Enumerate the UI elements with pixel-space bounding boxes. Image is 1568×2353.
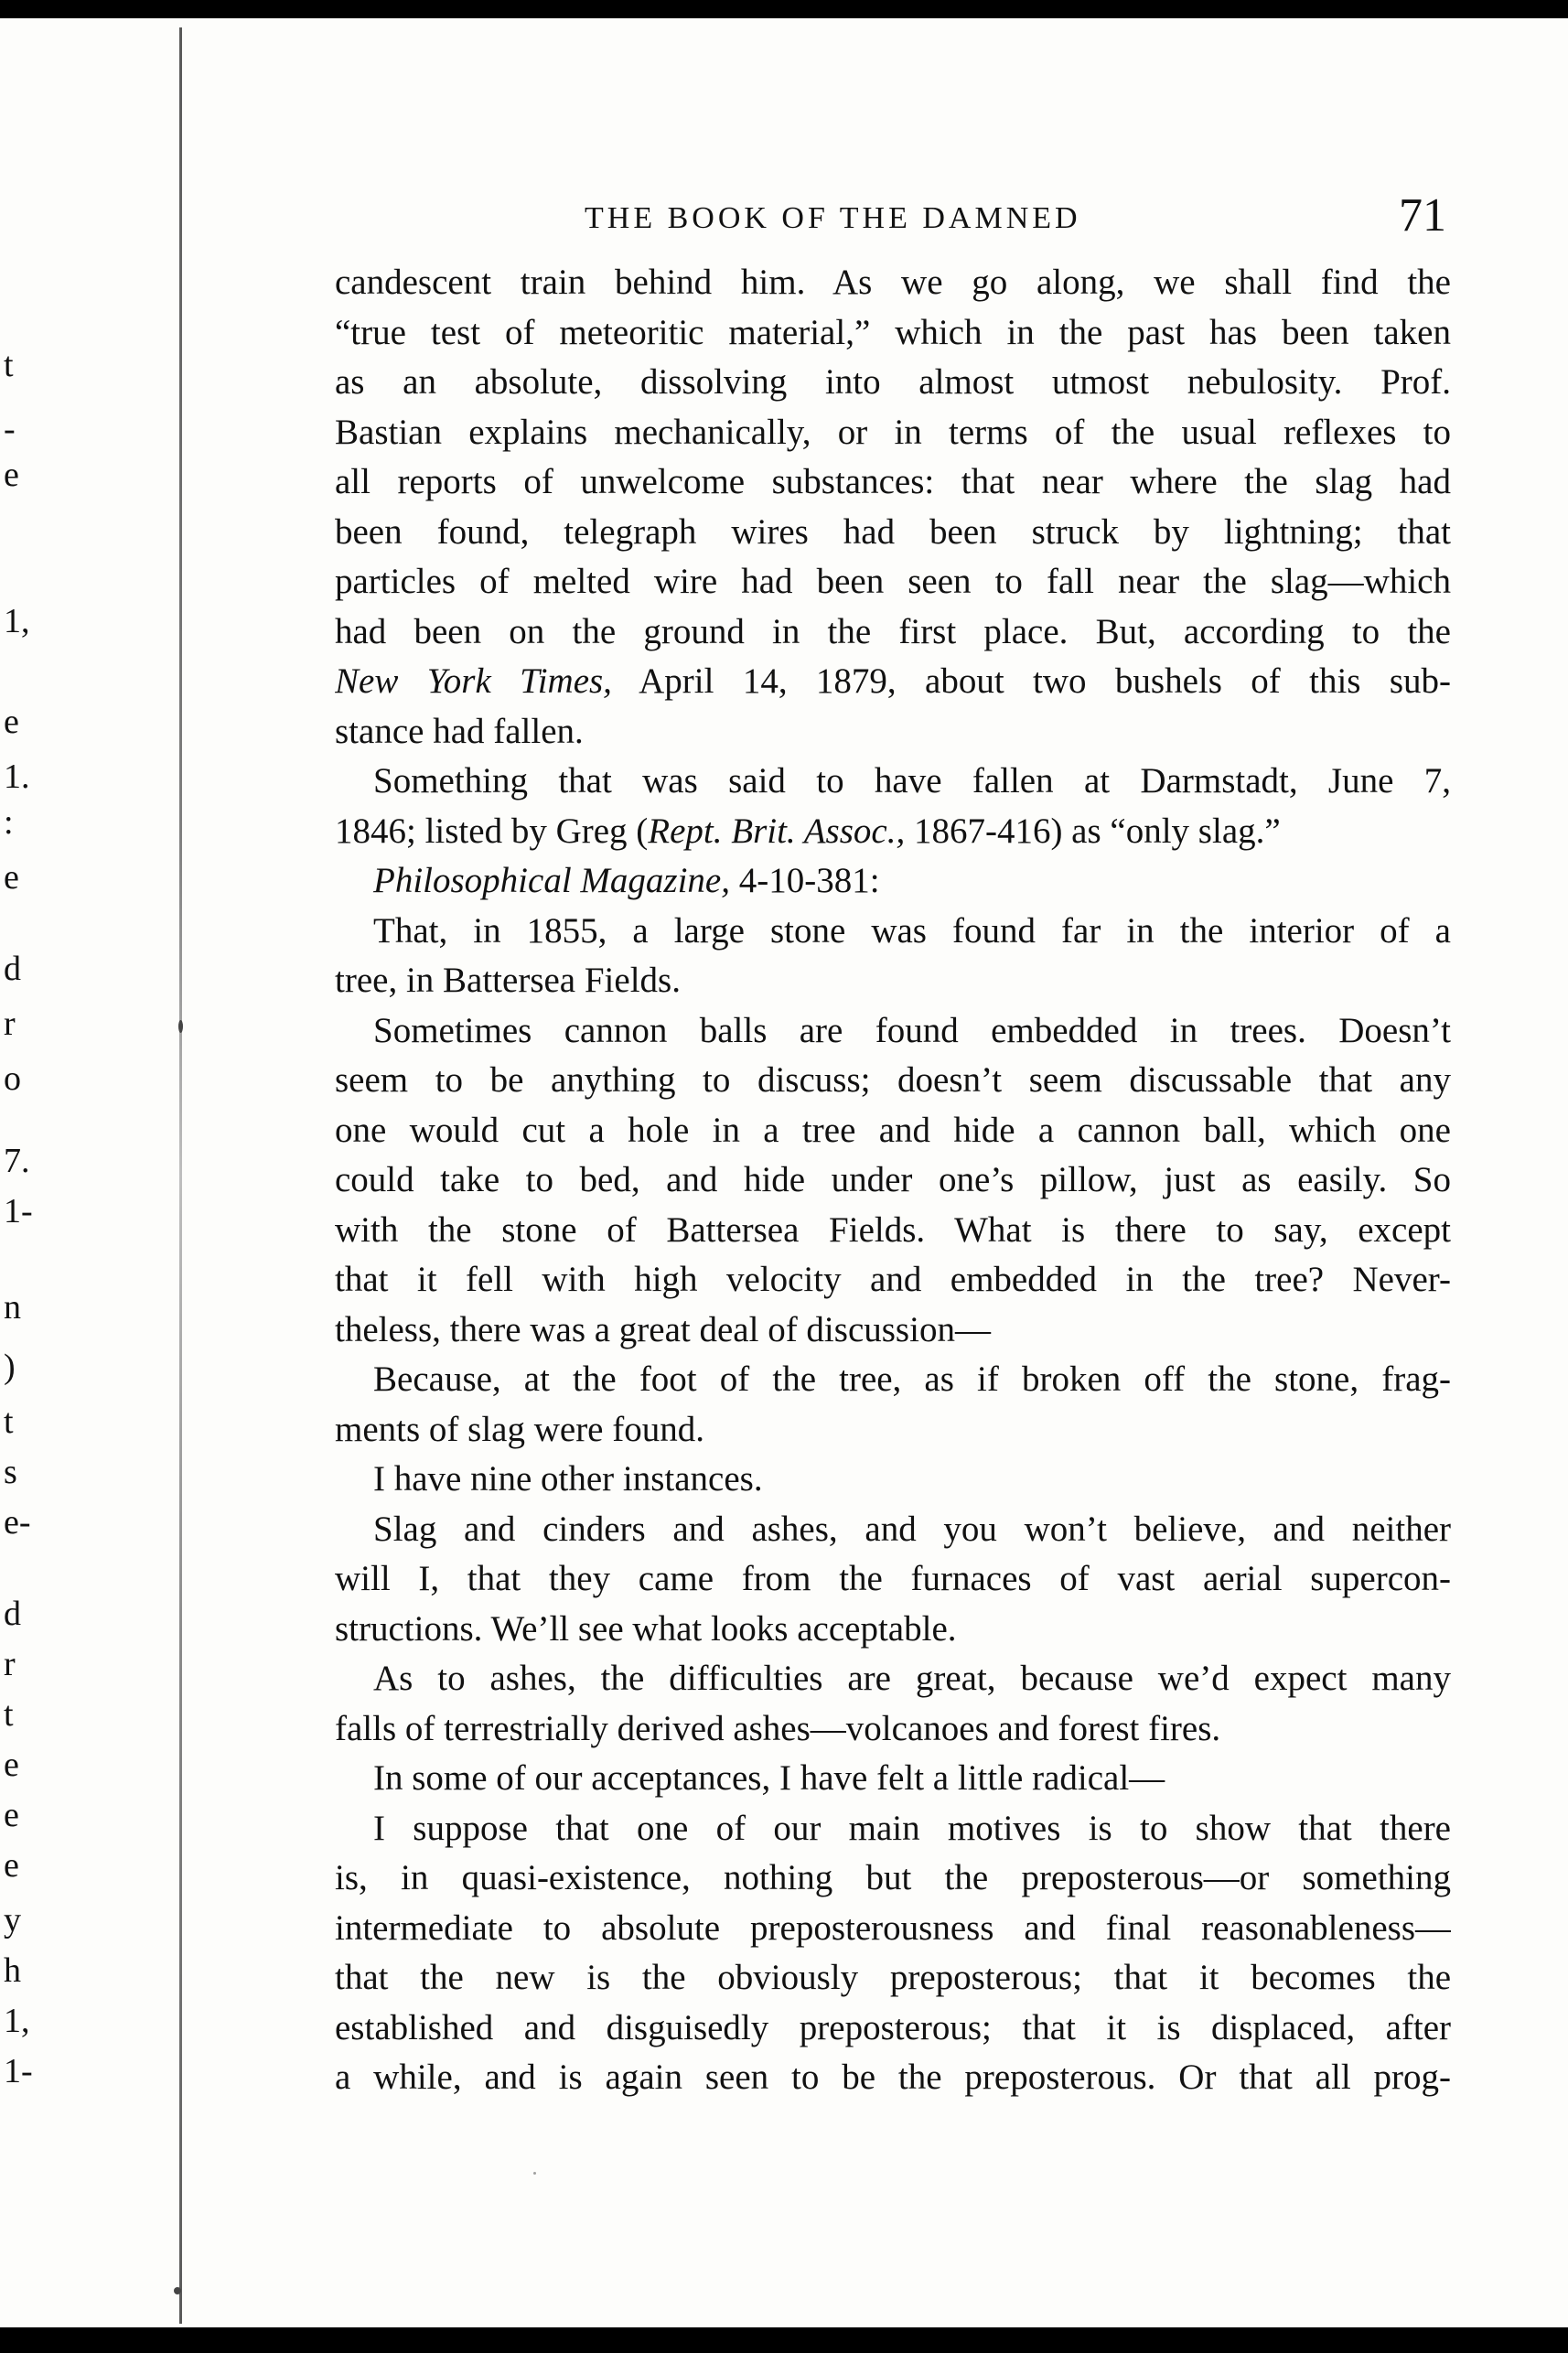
facing-page-fragment: 7. <box>4 1142 30 1180</box>
text-line: is, in quasi-existence, nothing but the preposterous—or something <box>335 1858 1451 1897</box>
facing-page-fragment: r <box>4 1005 16 1043</box>
facing-page-fragments <box>0 18 33 2327</box>
text-line: structions. We’ll see what looks acceptable. <box>335 1608 957 1649</box>
facing-page-fragment: e <box>4 456 19 494</box>
italic-citation: Rept. Brit. Assoc., <box>648 811 906 851</box>
scan-speck <box>178 1020 183 1033</box>
page-header <box>334 188 1450 243</box>
facing-page-fragment: 1, <box>4 602 30 640</box>
text-line: established and disguisedly preposterous; that it is displaced, after <box>335 2007 1451 2047</box>
text-line <box>335 657 1451 707</box>
text-line: I have nine other instances. <box>373 1459 763 1499</box>
text-line: a while, and is again seen to be the preposterous. Or that all prog- <box>335 2058 1451 2097</box>
text-line: stance had fallen. <box>335 711 584 751</box>
facing-page-fragment: n <box>4 1288 21 1327</box>
text-run: April 14, 1879, about two bushels of this sub- <box>611 661 1451 701</box>
facing-page-fragment: e <box>4 703 19 741</box>
binding-gutter-line <box>179 27 182 2324</box>
facing-page-fragment: y <box>4 1901 21 1939</box>
text-run: 1846; listed by Greg ( <box>335 811 649 851</box>
facing-page-fragment: ) <box>4 1348 16 1386</box>
text-line: one would cut a hole in a tree and hide a cannon ball, which one <box>335 1110 1451 1150</box>
text-line: ments of slag were found. <box>335 1409 704 1449</box>
text-line: seem to be anything to discuss; doesn’t seem discussable that any <box>335 1060 1451 1100</box>
facing-page-fragment: t <box>4 346 14 384</box>
text-line: In some of our acceptances, I have felt a little radical— <box>373 1758 1165 1798</box>
facing-page-fragment: e <box>4 1846 19 1885</box>
facing-page-fragment: t <box>4 1695 14 1734</box>
text-line <box>335 807 1451 857</box>
page-number: 71 <box>1399 189 1446 242</box>
facing-page-fragment: 1- <box>4 2052 33 2090</box>
facing-page-fragment: 1. <box>4 757 30 796</box>
facing-page-fragment: s <box>4 1453 17 1491</box>
text-line: will I, that they came from the furnaces of vast aerial supercon- <box>335 1559 1451 1598</box>
text-line: intermediate to absolute preposterousness and final reasonableness— <box>335 1907 1451 1948</box>
text-line: candescent train behind him. As we go along, we shall find the <box>335 263 1451 302</box>
text-line <box>335 856 1451 907</box>
italic-citation: Philosophical Magazine, <box>373 861 730 900</box>
text-line: that it fell with high velocity and embedded in the tree? Never- <box>335 1260 1451 1299</box>
facing-page-fragment: e <box>4 858 19 897</box>
text-line: Something that was said to have fallen at Darmstadt, June 7, <box>373 761 1451 800</box>
scan-speck <box>533 2172 536 2175</box>
facing-page-fragment: e <box>4 1746 19 1784</box>
scan-speck <box>174 2287 181 2294</box>
facing-page-fragment: e- <box>4 1503 31 1542</box>
text-line: “true test of meteoritic material,” which in the past has been taken <box>335 312 1451 352</box>
facing-page-fragment: d <box>4 950 21 988</box>
facing-page-fragment: 1- <box>4 1192 33 1230</box>
text-line: Sometimes cannon balls are found embedded in trees. Doesn’t <box>373 1010 1451 1050</box>
text-line: as an absolute, dissolving into almost utmost nebulosity. Prof. <box>335 362 1451 402</box>
text-line: Bastian explains mechanically, or in terms of the usual reflexes to <box>335 412 1451 452</box>
text-line: been found, telegraph wires had been struck by lightning; that <box>335 511 1451 552</box>
text-line: theless, there was a great deal of discussion— <box>335 1309 991 1349</box>
text-line: Because, at the foot of the tree, as if broken off the stone, frag- <box>373 1359 1451 1399</box>
facing-page-fragment: d <box>4 1595 21 1633</box>
facing-page-fragment: o <box>4 1059 21 1098</box>
text-line: falls of terrestrially derived ashes—volcanoes and forest fires. <box>335 1708 1221 1748</box>
text-line: all reports of unwelcome substances: that near where the slag had <box>335 462 1451 501</box>
text-line: I suppose that one of our main motives is to show that there <box>373 1808 1451 1848</box>
text-line: that the new is the obviously preposterous; that it becomes the <box>335 1958 1451 1997</box>
italic-citation: New York Times, <box>335 661 612 701</box>
text-line: particles of melted wire had been seen to fall near the slag—which <box>335 562 1451 601</box>
text-run: 1867-416) as “only slag.” <box>905 811 1281 851</box>
facing-page-fragment: 1, <box>4 2002 30 2040</box>
scanned-page <box>0 18 1568 2327</box>
text-line: Slag and cinders and ashes, and you won’t believe, and neither <box>373 1509 1451 1549</box>
body-text <box>335 258 1451 2103</box>
text-line: tree, in Battersea Fields. <box>335 961 681 1000</box>
text-line: That, in 1855, a large stone was found far in the interior of a <box>373 910 1451 951</box>
running-title: THE BOOK OF THE DAMNED <box>585 201 1081 235</box>
text-line: As to ashes, the difficulties are great, because we’d expect many <box>373 1659 1451 1698</box>
text-line: could take to bed, and hide under one’s pillow, just as easily. So <box>335 1160 1451 1199</box>
text-run: 4-10-381: <box>729 861 880 900</box>
facing-page-fragment: h <box>4 1951 21 1990</box>
facing-page-fragment: : <box>4 803 14 842</box>
facing-page-fragment: r <box>4 1645 16 1683</box>
facing-page-fragment: t <box>4 1402 14 1441</box>
facing-page-fragment: - <box>4 410 16 448</box>
text-line: had been on the ground in the first place. But, according to the <box>335 611 1451 651</box>
facing-page-fragment: e <box>4 1796 19 1834</box>
text-line: with the stone of Battersea Fields. What is there to say, except <box>335 1209 1451 1250</box>
